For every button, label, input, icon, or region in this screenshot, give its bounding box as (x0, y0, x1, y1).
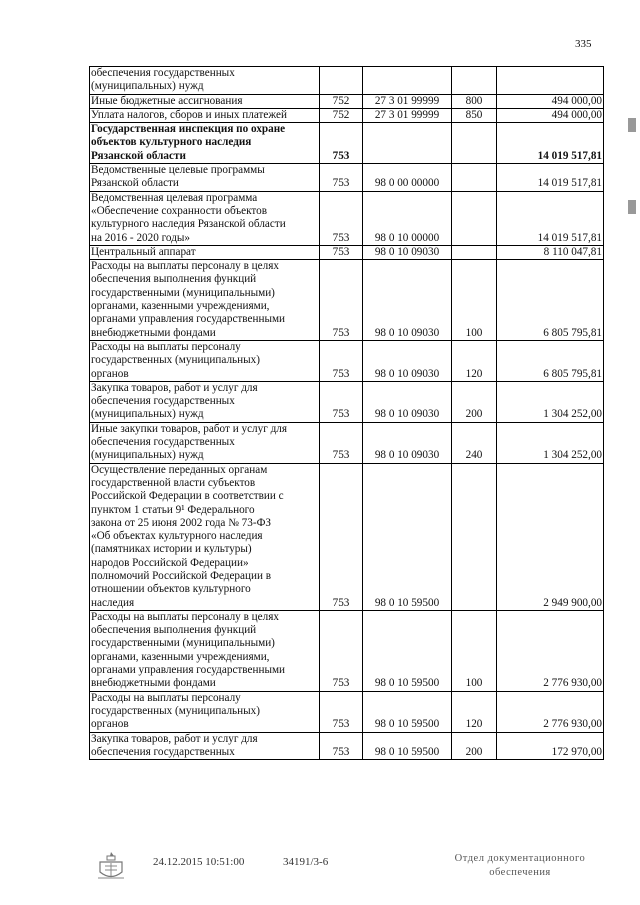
row-name-line: Ведомственные целевые программы (91, 164, 265, 177)
row-grbs-code: 753 (320, 732, 363, 760)
row-name-line: народов Российской Федерации» (91, 556, 249, 569)
row-name (90, 463, 320, 610)
row-amount: 494 000,00 (497, 108, 604, 122)
row-target-article: 98 0 10 09030 (363, 340, 452, 381)
row-amount: 14 019 517,81 (497, 123, 604, 164)
page-number: 335 (575, 38, 592, 50)
row-name-line: «Об объектах культурного наследия (91, 530, 263, 543)
table-row (90, 108, 604, 122)
row-expense-type (452, 164, 497, 192)
stamp-line-2: обеспечения (489, 867, 551, 878)
row-expense-type: 100 (452, 610, 497, 691)
row-grbs-code: 753 (320, 381, 363, 422)
row-name-line: (муниципальных) нужд (91, 449, 204, 462)
row-target-article (363, 123, 452, 164)
row-amount: 6 805 795,81 (497, 260, 604, 341)
row-name-line: органами управления государственными (91, 664, 286, 677)
row-target-article: 98 0 10 09030 (363, 381, 452, 422)
row-name-line: Расходы на выплаты персоналу в целях (91, 260, 279, 273)
table-row (90, 191, 604, 245)
table-row (90, 245, 604, 259)
row-expense-type: 200 (452, 732, 497, 760)
row-name (90, 260, 320, 341)
row-grbs-code (320, 67, 363, 95)
row-name-line: обеспечения выполнения функций (91, 624, 257, 637)
row-amount: 1 304 252,00 (497, 381, 604, 422)
table-row (90, 164, 604, 192)
row-expense-type: 200 (452, 381, 497, 422)
row-name (90, 94, 320, 108)
row-name-line: Закупка товаров, работ и услуг для (91, 381, 258, 394)
row-grbs-code: 753 (320, 463, 363, 610)
stamp-line-1: Отдел документационного (454, 853, 586, 864)
table-row (90, 94, 604, 108)
row-expense-type (452, 245, 497, 259)
row-name-line: государственными (муниципальными) (91, 637, 275, 650)
row-name (90, 340, 320, 381)
row-name-line: (муниципальных) нужд (91, 80, 204, 93)
row-target-article: 27 3 01 99999 (363, 108, 452, 122)
row-name-line: Рязанской области (91, 177, 179, 190)
row-target-article: 98 0 00 00000 (363, 164, 452, 192)
row-name-line: на 2016 - 2020 годы» (91, 231, 190, 244)
row-name-line: Иные закупки товаров, работ и услуг для (91, 422, 288, 435)
table-row (90, 123, 604, 164)
row-name-line: Государственная инспекция по охране (91, 123, 286, 136)
row-name-line: (муниципальных) нужд (91, 408, 204, 421)
scan-edge-mark (628, 118, 636, 132)
row-name-line: государственной власти субъектов (91, 476, 256, 489)
row-amount: 2 949 900,00 (497, 463, 604, 610)
row-grbs-code: 752 (320, 108, 363, 122)
row-name-line: полномочий Российской Федерации в (91, 569, 272, 582)
row-name-line: государственных (муниципальных) (91, 704, 260, 717)
row-name (90, 164, 320, 192)
row-expense-type: 120 (452, 691, 497, 732)
row-target-article: 98 0 10 00000 (363, 191, 452, 245)
row-name-line: органами управления государственными (91, 313, 286, 326)
row-target-article: 98 0 10 59500 (363, 463, 452, 610)
row-amount (497, 67, 604, 95)
row-amount: 8 110 047,81 (497, 245, 604, 259)
row-name-line: «Обеспечение сохранности объектов (91, 204, 268, 217)
row-name (90, 691, 320, 732)
row-grbs-code: 753 (320, 691, 363, 732)
office-stamp (440, 852, 600, 880)
row-amount: 2 776 930,00 (497, 610, 604, 691)
row-name (90, 67, 320, 95)
row-name-line: пунктом 1 статьи 9¹ Федерального (91, 503, 255, 516)
row-expense-type: 800 (452, 94, 497, 108)
row-grbs-code: 753 (320, 164, 363, 192)
row-amount: 2 776 930,00 (497, 691, 604, 732)
row-name-line: обеспечения государственных (91, 395, 235, 408)
row-name-line: Российской Федерации в соответствии с (91, 490, 284, 503)
row-expense-type (452, 123, 497, 164)
row-grbs-code: 753 (320, 245, 363, 259)
table-row (90, 340, 604, 381)
row-name-line: государственных (муниципальных) (91, 354, 260, 367)
row-name-line: (памятниках истории и культуры) (91, 543, 252, 556)
row-name-line: Расходы на выплаты персоналу (91, 340, 241, 353)
row-expense-type: 120 (452, 340, 497, 381)
table-row (90, 422, 604, 463)
row-target-article: 98 0 10 59500 (363, 610, 452, 691)
row-amount: 14 019 517,81 (497, 191, 604, 245)
row-name-line: государственными (муниципальными) (91, 286, 275, 299)
footer-timestamp: 24.12.2015 10:51:00 (153, 856, 245, 868)
row-name-line: Центральный аппарат (91, 245, 196, 258)
row-name (90, 381, 320, 422)
row-name-line: внебюджетными фондами (91, 326, 216, 339)
table-row (90, 610, 604, 691)
row-name-line: объектов культурного наследия (91, 136, 252, 149)
table-row (90, 381, 604, 422)
table-row (90, 691, 604, 732)
row-name-line: органов (91, 367, 129, 380)
row-target-article: 98 0 10 59500 (363, 732, 452, 760)
row-grbs-code: 753 (320, 260, 363, 341)
row-name-line: обеспечения выполнения функций (91, 273, 257, 286)
row-name (90, 245, 320, 259)
row-amount: 14 019 517,81 (497, 164, 604, 192)
row-name-line: Ведомственная целевая программа (91, 191, 258, 204)
row-name-line: Расходы на выплаты персоналу (91, 691, 241, 704)
row-target-article: 98 0 10 09030 (363, 260, 452, 341)
row-name (90, 123, 320, 164)
row-name-line: внебюджетными фондами (91, 677, 216, 690)
table-row (90, 463, 604, 610)
row-name-line: органов (91, 718, 129, 731)
row-name-line: закона от 25 июня 2002 года № 73-ФЗ (91, 516, 272, 529)
row-grbs-code: 753 (320, 610, 363, 691)
row-name (90, 422, 320, 463)
coat-of-arms-seal (96, 850, 126, 882)
row-grbs-code: 753 (320, 422, 363, 463)
budget-table (89, 66, 604, 760)
row-grbs-code: 753 (320, 191, 363, 245)
row-target-article: 98 0 10 09030 (363, 245, 452, 259)
row-name (90, 732, 320, 760)
row-grbs-code: 753 (320, 123, 363, 164)
row-name-line: обеспечения государственных (91, 436, 235, 449)
row-name-line: культурного наследия Рязанской области (91, 218, 286, 231)
row-amount: 6 805 795,81 (497, 340, 604, 381)
row-name-line: Закупка товаров, работ и услуг для (91, 732, 258, 745)
table-row (90, 67, 604, 95)
row-name-line: Расходы на выплаты персоналу в целях (91, 610, 279, 623)
row-name-line: Уплата налогов, сборов и иных платежей (91, 108, 287, 121)
row-amount: 1 304 252,00 (497, 422, 604, 463)
scan-edge-mark (628, 200, 636, 214)
table-row (90, 732, 604, 760)
row-target-article: 98 0 10 09030 (363, 422, 452, 463)
row-amount: 172 970,00 (497, 732, 604, 760)
row-expense-type (452, 67, 497, 95)
footer-doc-number: 34191/3-6 (283, 856, 329, 868)
row-expense-type (452, 191, 497, 245)
row-name-line: обеспечения государственных (91, 67, 235, 79)
row-name-line: органами, казенными учреждениями, (91, 300, 270, 313)
table-row (90, 260, 604, 341)
row-expense-type: 240 (452, 422, 497, 463)
row-target-article: 27 3 01 99999 (363, 94, 452, 108)
row-expense-type (452, 463, 497, 610)
row-expense-type: 100 (452, 260, 497, 341)
row-amount: 494 000,00 (497, 94, 604, 108)
row-target-article: 98 0 10 59500 (363, 691, 452, 732)
row-name-line: наследия (91, 596, 135, 609)
row-name-line: органами, казенными учреждениями, (91, 650, 270, 663)
row-grbs-code: 752 (320, 94, 363, 108)
row-grbs-code: 753 (320, 340, 363, 381)
row-name-line: Осуществление переданных органам (91, 463, 268, 476)
row-target-article (363, 67, 452, 95)
row-name (90, 610, 320, 691)
row-expense-type: 850 (452, 108, 497, 122)
row-name-line: обеспечения государственных (91, 745, 235, 758)
row-name-line: Рязанской области (91, 149, 186, 162)
row-name-line: отношении объектов культурного (91, 583, 251, 596)
row-name (90, 108, 320, 122)
row-name-line: Иные бюджетные ассигнования (91, 94, 243, 107)
row-name (90, 191, 320, 245)
